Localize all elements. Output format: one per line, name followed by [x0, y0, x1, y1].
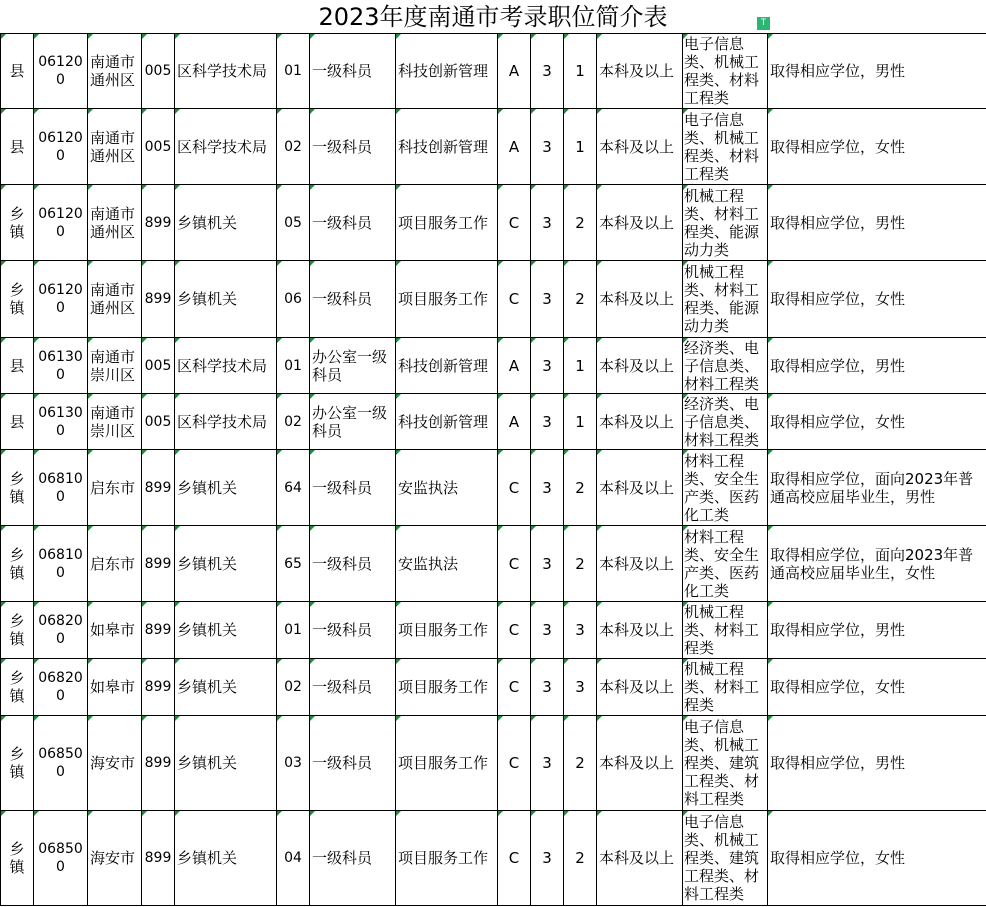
cell-education[interactable]: 本科及以上: [597, 526, 683, 602]
cell-unit[interactable]: 乡镇机关: [175, 185, 277, 261]
cell-ratio[interactable]: 3: [531, 261, 564, 338]
cell-position-code[interactable]: 64: [277, 450, 310, 526]
cell-position-code[interactable]: 05: [277, 185, 310, 261]
cell-region-code[interactable]: 061200: [34, 261, 88, 338]
cell-position[interactable]: 一级科员: [310, 602, 396, 659]
cell-ratio[interactable]: 3: [531, 34, 564, 109]
cell-major[interactable]: 电子信息类、机械工程类、建筑工程类、材料工程类: [683, 811, 768, 906]
cell-major[interactable]: 机械工程类、材料工程类: [683, 602, 768, 659]
cell-level[interactable]: 县: [1, 338, 34, 394]
cell-region[interactable]: 南通市通州区: [88, 185, 142, 261]
cell-education[interactable]: 本科及以上: [597, 338, 683, 394]
cell-major[interactable]: 经济类、电子信息类、材料工程类: [683, 338, 768, 394]
table-row: [1, 261, 986, 338]
cell-position-code[interactable]: 03: [277, 716, 310, 811]
cell-position-code[interactable]: 06: [277, 261, 310, 338]
cell-education[interactable]: 本科及以上: [597, 716, 683, 811]
cell-region[interactable]: 如皋市: [88, 659, 142, 716]
cell-unit-code[interactable]: 005: [142, 109, 175, 185]
cell-other[interactable]: 取得相应学位，面向2023年普通高校应届毕业生，女性: [768, 526, 986, 602]
cell-unit-code[interactable]: 899: [142, 185, 175, 261]
cell-unit[interactable]: 乡镇机关: [175, 450, 277, 526]
cell-major[interactable]: 电子信息类、机械工程类、材料工程类: [683, 34, 768, 109]
cell-other[interactable]: 取得相应学位，女性: [768, 659, 986, 716]
cell-ratio[interactable]: 3: [531, 811, 564, 906]
cell-major[interactable]: 电子信息类、机械工程类、建筑工程类、材料工程类: [683, 716, 768, 811]
cell-other[interactable]: 取得相应学位，男性: [768, 338, 986, 394]
table-row: [1, 338, 986, 394]
cell-other[interactable]: 取得相应学位，女性: [768, 394, 986, 450]
table-row: [1, 602, 986, 659]
cell-count[interactable]: 1: [564, 394, 597, 450]
cell-work[interactable]: 安监执法: [396, 450, 498, 526]
cell-level[interactable]: 乡镇: [1, 716, 34, 811]
cell-count[interactable]: 3: [564, 602, 597, 659]
cell-education[interactable]: 本科及以上: [597, 602, 683, 659]
table-row: [1, 659, 986, 716]
cell-region-code[interactable]: 061200: [34, 109, 88, 185]
cell-region[interactable]: 南通市崇川区: [88, 394, 142, 450]
cell-unit-code[interactable]: 005: [142, 338, 175, 394]
cell-unit[interactable]: 乡镇机关: [175, 261, 277, 338]
cell-category[interactable]: A: [498, 34, 531, 109]
cell-region[interactable]: 南通市通州区: [88, 109, 142, 185]
cell-ratio[interactable]: 3: [531, 716, 564, 811]
cell-position[interactable]: 一级科员: [310, 450, 396, 526]
cell-other[interactable]: 取得相应学位，男性: [768, 34, 986, 109]
cell-work[interactable]: 项目服务工作: [396, 659, 498, 716]
cell-count[interactable]: 2: [564, 716, 597, 811]
cell-count[interactable]: 2: [564, 811, 597, 906]
cell-region-code[interactable]: 061300: [34, 338, 88, 394]
cell-count[interactable]: 2: [564, 526, 597, 602]
cell-unit-code[interactable]: 899: [142, 526, 175, 602]
cell-work[interactable]: 科技创新管理: [396, 34, 498, 109]
cell-level[interactable]: 乡镇: [1, 526, 34, 602]
cell-position-code[interactable]: 01: [277, 338, 310, 394]
cell-position[interactable]: 一级科员: [310, 811, 396, 906]
cell-position-code[interactable]: 02: [277, 659, 310, 716]
table-row: [1, 450, 986, 526]
cell-ratio[interactable]: 3: [531, 109, 564, 185]
cell-major[interactable]: 机械工程类、材料工程类: [683, 659, 768, 716]
cell-major[interactable]: 电子信息类、机械工程类、材料工程类: [683, 109, 768, 185]
table-row: [1, 394, 986, 450]
cell-unit[interactable]: 乡镇机关: [175, 811, 277, 906]
page-title: 2023年度南通市考录职位简介表: [318, 3, 668, 31]
cell-major[interactable]: 经济类、电子信息类、材料工程类: [683, 394, 768, 450]
cell-ratio[interactable]: 3: [531, 526, 564, 602]
cell-ratio[interactable]: 3: [531, 450, 564, 526]
cell-level[interactable]: 乡镇: [1, 811, 34, 906]
cell-position-code[interactable]: 01: [277, 602, 310, 659]
positions-table: [0, 33, 986, 906]
cell-education[interactable]: 本科及以上: [597, 394, 683, 450]
cell-level[interactable]: 县: [1, 394, 34, 450]
cell-region[interactable]: 启东市: [88, 450, 142, 526]
cell-category[interactable]: C: [498, 261, 531, 338]
table-row: [1, 716, 986, 811]
table-row: [1, 185, 986, 261]
cell-unit[interactable]: 区科学技术局: [175, 338, 277, 394]
cell-unit-code[interactable]: 899: [142, 261, 175, 338]
cell-region[interactable]: 如皋市: [88, 602, 142, 659]
cell-ratio[interactable]: 3: [531, 394, 564, 450]
cell-major[interactable]: 材料工程类、安全生产类、医药化工类: [683, 450, 768, 526]
cell-region-code[interactable]: 068100: [34, 526, 88, 602]
cell-category[interactable]: C: [498, 450, 531, 526]
cell-category[interactable]: A: [498, 394, 531, 450]
cell-category[interactable]: C: [498, 659, 531, 716]
cell-unit-code[interactable]: 899: [142, 602, 175, 659]
cell-level[interactable]: 县: [1, 34, 34, 109]
cell-level[interactable]: 乡镇: [1, 659, 34, 716]
cell-category[interactable]: A: [498, 338, 531, 394]
cell-work[interactable]: 项目服务工作: [396, 811, 498, 906]
cell-work[interactable]: 科技创新管理: [396, 394, 498, 450]
cell-count[interactable]: 3: [564, 659, 597, 716]
cell-other[interactable]: 取得相应学位，女性: [768, 261, 986, 338]
cell-category[interactable]: C: [498, 526, 531, 602]
cell-count[interactable]: 1: [564, 34, 597, 109]
cell-region-code[interactable]: 068200: [34, 659, 88, 716]
table-row: [1, 811, 986, 906]
cell-count[interactable]: 1: [564, 109, 597, 185]
cell-region-code[interactable]: 068500: [34, 811, 88, 906]
cell-count[interactable]: 1: [564, 338, 597, 394]
cell-unit[interactable]: 区科学技术局: [175, 34, 277, 109]
cell-position-code[interactable]: 01: [277, 34, 310, 109]
cell-region[interactable]: 南通市通州区: [88, 34, 142, 109]
cell-position-code[interactable]: 02: [277, 109, 310, 185]
cell-category[interactable]: A: [498, 109, 531, 185]
cell-unit[interactable]: 乡镇机关: [175, 716, 277, 811]
cell-count[interactable]: 2: [564, 450, 597, 526]
cell-region-code[interactable]: 068200: [34, 602, 88, 659]
cell-education[interactable]: 本科及以上: [597, 450, 683, 526]
cell-work[interactable]: 项目服务工作: [396, 716, 498, 811]
cell-education[interactable]: 本科及以上: [597, 811, 683, 906]
cell-region-code[interactable]: 061300: [34, 394, 88, 450]
cell-position[interactable]: 一级科员: [310, 526, 396, 602]
table-body: [1, 34, 986, 906]
cell-education[interactable]: 本科及以上: [597, 109, 683, 185]
cell-work[interactable]: 项目服务工作: [396, 602, 498, 659]
cell-ratio[interactable]: 3: [531, 338, 564, 394]
cell-category[interactable]: C: [498, 716, 531, 811]
cell-other[interactable]: 取得相应学位，男性: [768, 602, 986, 659]
cell-position-code[interactable]: 04: [277, 811, 310, 906]
cell-education[interactable]: 本科及以上: [597, 185, 683, 261]
cell-education[interactable]: 本科及以上: [597, 659, 683, 716]
cell-ratio[interactable]: 3: [531, 659, 564, 716]
cell-region[interactable]: 海安市: [88, 811, 142, 906]
cell-work[interactable]: 科技创新管理: [396, 109, 498, 185]
cell-region-code[interactable]: 068100: [34, 450, 88, 526]
table-row: [1, 109, 986, 185]
cell-other[interactable]: 取得相应学位，男性: [768, 185, 986, 261]
cell-unit[interactable]: 区科学技术局: [175, 109, 277, 185]
cell-position[interactable]: 一级科员: [310, 109, 396, 185]
cell-unit-code[interactable]: 899: [142, 450, 175, 526]
cell-major[interactable]: 机械工程类、材料工程类、能源动力类: [683, 185, 768, 261]
cell-level[interactable]: 县: [1, 109, 34, 185]
cell-level[interactable]: 乡镇: [1, 185, 34, 261]
cell-unit[interactable]: 区科学技术局: [175, 394, 277, 450]
cell-category[interactable]: C: [498, 185, 531, 261]
cell-position[interactable]: 一级科员: [310, 185, 396, 261]
cell-work[interactable]: 科技创新管理: [396, 338, 498, 394]
cell-position[interactable]: 一级科员: [310, 34, 396, 109]
cell-education[interactable]: 本科及以上: [597, 34, 683, 109]
cell-major[interactable]: 材料工程类、安全生产类、医药化工类: [683, 526, 768, 602]
cell-unit-code[interactable]: 899: [142, 811, 175, 906]
cell-work[interactable]: 项目服务工作: [396, 261, 498, 338]
cell-unit-code[interactable]: 899: [142, 659, 175, 716]
cell-region-code[interactable]: 061200: [34, 185, 88, 261]
cell-other[interactable]: 取得相应学位，女性: [768, 109, 986, 185]
comment-marker-icon[interactable]: T: [757, 17, 770, 30]
table-row: [1, 34, 986, 109]
table-row: [1, 526, 986, 602]
cell-region-code[interactable]: 068500: [34, 716, 88, 811]
cell-region[interactable]: 海安市: [88, 716, 142, 811]
cell-level[interactable]: 乡镇: [1, 261, 34, 338]
cell-level[interactable]: 乡镇: [1, 602, 34, 659]
cell-ratio[interactable]: 3: [531, 185, 564, 261]
cell-ratio[interactable]: 3: [531, 602, 564, 659]
cell-work[interactable]: 安监执法: [396, 526, 498, 602]
cell-other[interactable]: 取得相应学位，面向2023年普通高校应届毕业生，男性: [768, 450, 986, 526]
cell-education[interactable]: 本科及以上: [597, 261, 683, 338]
cell-position[interactable]: 一级科员: [310, 659, 396, 716]
cell-unit[interactable]: 乡镇机关: [175, 526, 277, 602]
cell-level[interactable]: 乡镇: [1, 450, 34, 526]
cell-other[interactable]: 取得相应学位，女性: [768, 811, 986, 906]
cell-position[interactable]: 一级科员: [310, 716, 396, 811]
cell-unit-code[interactable]: 899: [142, 716, 175, 811]
cell-region[interactable]: 启东市: [88, 526, 142, 602]
cell-other[interactable]: 取得相应学位，男性: [768, 716, 986, 811]
cell-count[interactable]: 2: [564, 261, 597, 338]
cell-unit-code[interactable]: 005: [142, 34, 175, 109]
cell-region[interactable]: 南通市崇川区: [88, 338, 142, 394]
cell-unit[interactable]: 乡镇机关: [175, 602, 277, 659]
cell-position-code[interactable]: 65: [277, 526, 310, 602]
cell-position[interactable]: 一级科员: [310, 261, 396, 338]
cell-category[interactable]: C: [498, 811, 531, 906]
cell-category[interactable]: C: [498, 602, 531, 659]
cell-position[interactable]: 办公室一级科员: [310, 338, 396, 394]
cell-unit[interactable]: 乡镇机关: [175, 659, 277, 716]
cell-position-code[interactable]: 02: [277, 394, 310, 450]
cell-unit-code[interactable]: 005: [142, 394, 175, 450]
cell-region-code[interactable]: 061200: [34, 34, 88, 109]
cell-major[interactable]: 机械工程类、材料工程类、能源动力类: [683, 261, 768, 338]
cell-position[interactable]: 办公室一级科员: [310, 394, 396, 450]
cell-count[interactable]: 2: [564, 185, 597, 261]
cell-region[interactable]: 南通市通州区: [88, 261, 142, 338]
cell-work[interactable]: 项目服务工作: [396, 185, 498, 261]
